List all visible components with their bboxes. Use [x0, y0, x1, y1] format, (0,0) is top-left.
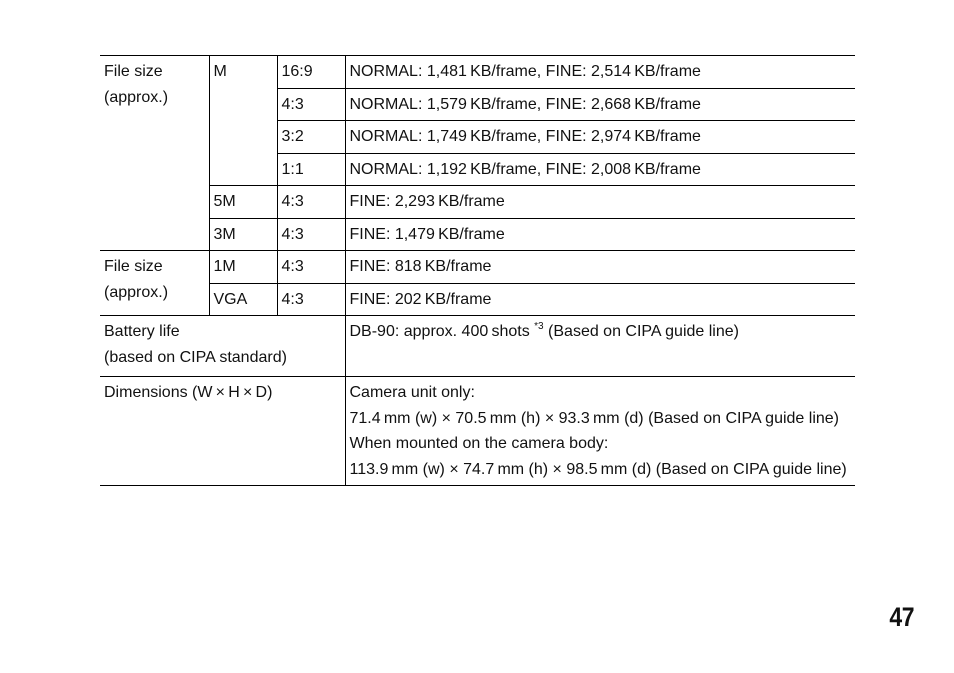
battery-value-cell: [345, 316, 855, 377]
aspect-ratio-cell: 4:3: [277, 283, 345, 316]
file-size-label: File size: [104, 63, 163, 80]
page-number: 47: [889, 602, 914, 632]
aspect-ratio-cell: 4:3: [277, 218, 345, 251]
file-size-value-cell: FINE: 2,293 KB/frame: [345, 186, 855, 219]
battery-value-note: (Based on CIPA guide line): [543, 323, 739, 340]
file-size-label-cell: [100, 251, 209, 316]
aspect-ratio-cell: 1:1: [277, 153, 345, 186]
file-size-value-cell: FINE: 1,479 KB/frame: [345, 218, 855, 251]
table-row: [100, 251, 855, 284]
aspect-ratio-cell: 4:3: [277, 88, 345, 121]
dimensions-line: Camera unit only:: [349, 384, 475, 401]
image-size-cell: 5M: [209, 186, 277, 219]
table-row: [100, 218, 855, 251]
image-size-cell: VGA: [209, 283, 277, 316]
aspect-ratio-cell: 3:2: [277, 121, 345, 154]
footnote-marker: *3: [534, 320, 544, 332]
specifications-table: [100, 55, 855, 486]
file-size-value-cell: NORMAL: 1,749 KB/frame, FINE: 2,974 KB/frame: [345, 121, 855, 154]
file-size-value-cell: FINE: 202 KB/frame: [345, 283, 855, 316]
dimensions-label-cell: Dimensions (W × H × D): [100, 377, 345, 486]
table-row: [100, 316, 855, 377]
file-size-value-cell: NORMAL: 1,481 KB/frame, FINE: 2,514 KB/frame: [345, 56, 855, 89]
file-size-label-cell: [100, 56, 209, 251]
approx-label: (approx.): [104, 283, 169, 301]
battery-value: DB-90: approx. 400 shots: [349, 323, 535, 340]
dimensions-line: When mounted on the camera body:: [349, 435, 609, 452]
aspect-ratio-cell: 4:3: [277, 186, 345, 219]
table-row: [100, 56, 855, 89]
file-size-value-cell: NORMAL: 1,579 KB/frame, FINE: 2,668 KB/frame: [345, 88, 855, 121]
table-row: [100, 377, 855, 486]
dimensions-line: 71.4 mm (w) × 70.5 mm (h) × 93.3 mm (d) (Based on CIPA guide line): [349, 409, 839, 427]
battery-life-label: Battery life: [104, 323, 180, 340]
aspect-ratio-cell: 4:3: [277, 251, 345, 284]
image-size-cell: M: [209, 56, 277, 186]
image-size-cell: 3M: [209, 218, 277, 251]
table-row: [100, 283, 855, 316]
dimensions-line: 113.9 mm (w) × 74.7 mm (h) × 98.5 mm (d) (Based on CIPA guide line): [349, 460, 847, 478]
dimensions-value-cell: [345, 377, 855, 486]
image-size-cell: 1M: [209, 251, 277, 284]
battery-standard-label: (based on CIPA standard): [104, 348, 287, 366]
file-size-value-cell: FINE: 818 KB/frame: [345, 251, 855, 284]
aspect-ratio-cell: 16:9: [277, 56, 345, 89]
approx-label: (approx.): [104, 88, 169, 106]
table-row: [100, 186, 855, 219]
file-size-value-cell: NORMAL: 1,192 KB/frame, FINE: 2,008 KB/frame: [345, 153, 855, 186]
battery-label-cell: [100, 316, 345, 377]
file-size-label: File size: [104, 258, 163, 275]
